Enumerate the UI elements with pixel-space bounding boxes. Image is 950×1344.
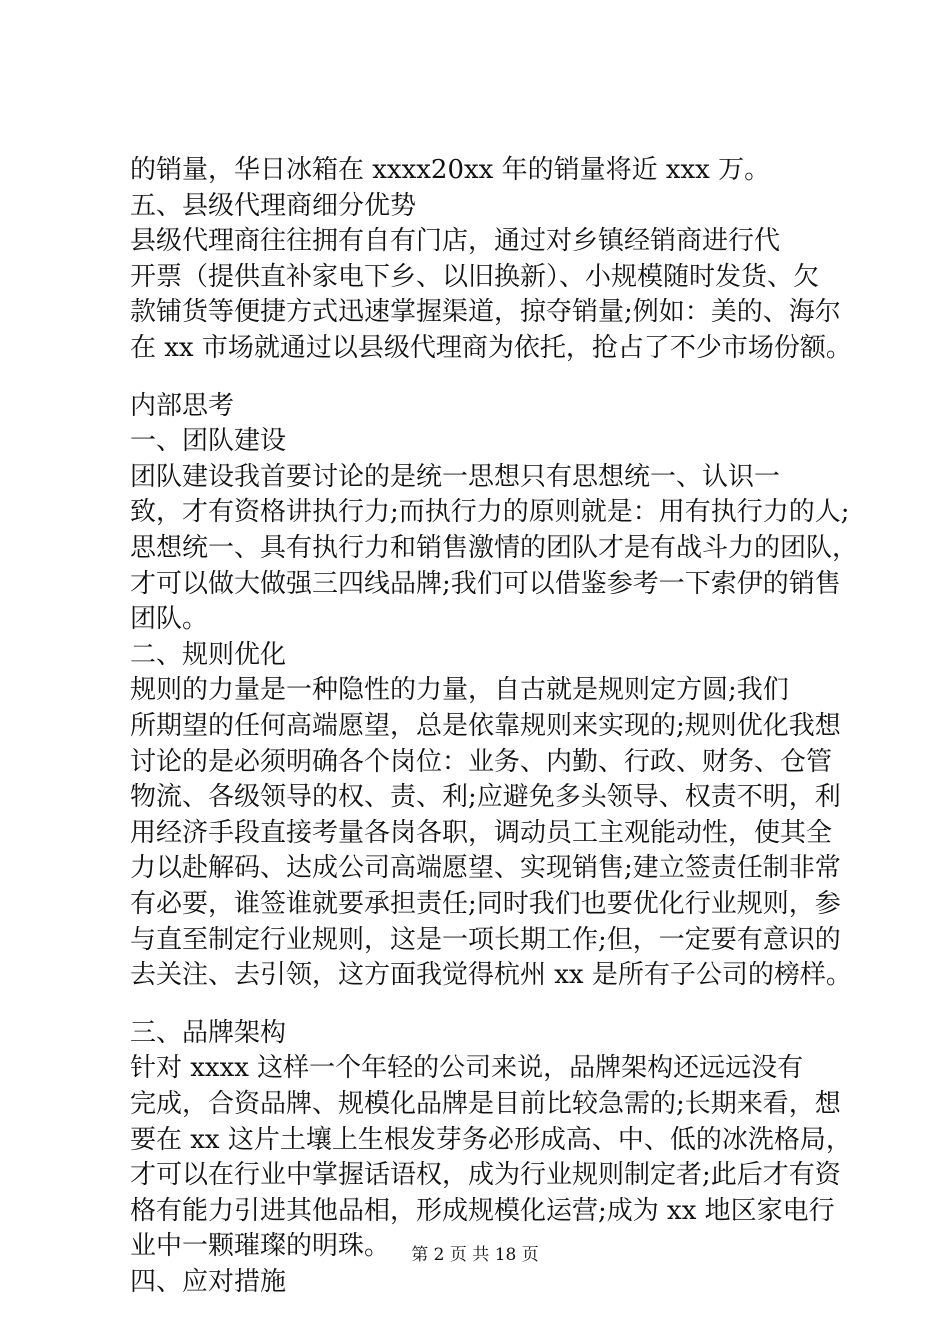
text-line: 与直至制定行业规则，这是一项长期工作;但，一定要有意识的: [130, 925, 841, 955]
text-line: 二、规则优化: [130, 640, 287, 670]
text-line: 去关注、去引领，这方面我觉得杭州 xx 是所有子公司的榜样。: [130, 960, 852, 990]
text-line: 要在 xx 这片土壤上生根发芽务必形成高、中、低的冰洗格局，: [130, 1125, 852, 1155]
text-line: 规则的力量是一种隐性的力量，自古就是规则定方圆;我们: [130, 675, 789, 705]
text-line: 四、应对措施: [130, 1267, 287, 1297]
text-line: 有必要，谁签谁就要承担责任;同时我们也要优化行业规则，参: [130, 889, 841, 919]
text-line: 在 xx 市场就通过以县级代理商为依托，抢占了不少市场份额。: [130, 333, 852, 363]
text-line: 业中一颗璀璨的明珠。: [130, 1231, 391, 1261]
text-line: 格有能力引进其他品相，形成规模化运营;成为 xx 地区家电行: [130, 1196, 835, 1226]
text-line: 团队建设我首要讨论的是统一思想只有思想统一、认识一: [130, 462, 781, 492]
text-line: 款铺货等便捷方式迅速掌握渠道，掠夺销量;例如：美的、海尔: [130, 297, 841, 327]
text-line: 县级代理商往往拥有自有门店，通过对乡镇经销商进行代: [130, 226, 781, 256]
text-line: 五、县级代理商细分优势: [130, 191, 417, 221]
text-line: 完成，合资品牌、规模化品牌是目前比较急需的;长期来看，想: [130, 1089, 841, 1119]
text-line: 三、品牌架构: [130, 1018, 287, 1048]
text-line: 内部思考: [130, 391, 235, 421]
text-line: 开票（提供直补家电下乡、以旧换新）、小规模随时发货、欠: [130, 262, 820, 292]
text-line: 所期望的任何高端愿望，总是依靠规则来实现的;规则优化我想: [130, 711, 841, 741]
text-line: 物流、各级领导的权、责、利;应避免多头领导、权责不明，利: [130, 782, 841, 812]
text-line: 用经济手段直接考量各岗各职，调动员工主观能动性，使其全: [130, 818, 833, 848]
text-line: 针对 xxxx 这样一个年轻的公司来说，品牌架构还远远没有: [130, 1053, 804, 1083]
text-line: 思想统一、具有执行力和销售激情的团队才是有战斗力的团队，: [130, 533, 859, 563]
text-line: 一、团队建设: [130, 426, 287, 456]
page-footer: 第 2 页 共 18 页: [411, 1245, 539, 1265]
text-line: 团队。: [130, 604, 209, 634]
text-line: 才可以在行业中掌握话语权，成为行业规则制定者;此后才有资: [130, 1160, 841, 1190]
text-line: 讨论的是必须明确各个岗位：业务、内勤、行政、财务、仓管: [130, 747, 833, 777]
text-line: 致，才有资格讲执行力;而执行力的原则就是：用有执行力的人;: [130, 497, 850, 527]
text-line: 力以赴解码、达成公司高端愿望、实现销售;建立签责任制非常: [130, 853, 841, 883]
text-line: 的销量，华日冰箱在 xxxx20xx 年的销量将近 xxx 万。: [130, 155, 771, 185]
text-line: 才可以做大做强三四线品牌;我们可以借鉴参考一下索伊的销售: [130, 569, 841, 599]
